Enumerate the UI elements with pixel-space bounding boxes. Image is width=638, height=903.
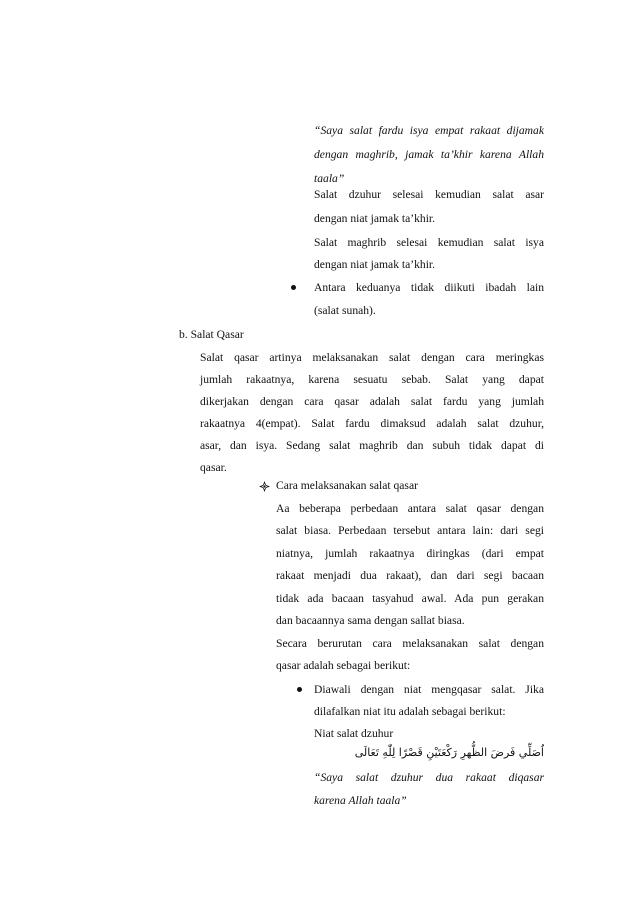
- differences-para-line: Aa beberapa perbedaan antara salat qasar dengan: [276, 502, 544, 515]
- differences-para-line: salat biasa. Perbedaan tersebut antara lain: dari segi: [276, 524, 544, 537]
- qasar-para-line: Salat qasar artinya melaksanakan salat dengan cara meringkas: [200, 351, 544, 364]
- qasar-para-line: asar, dan isya. Sedang salat maghrib dan subuh tidak dapat di: [200, 439, 544, 452]
- jamak-note-line: dengan niat jamak ta’khir.: [314, 258, 436, 271]
- jamak-bullet-line: (salat sunah).: [314, 304, 376, 317]
- jamak-note-line: Salat dzuhur selesai kemudian salat asar: [314, 188, 544, 201]
- niat-bullet-line: dilafalkan niat itu adalah sebagai berikut:: [314, 705, 506, 718]
- niat-translation-line: karena Allah taala”: [314, 794, 407, 807]
- qasar-para-line: dikerjakan dengan cara qasar adalah salat fardu yang jumlah: [200, 395, 544, 408]
- section-heading: b. Salat Qasar: [179, 328, 244, 341]
- jamak-quote-line: taala”: [314, 172, 345, 185]
- qasar-para-line: qasar.: [200, 461, 227, 474]
- jamak-bullet-line: Antara keduanya tidak diikuti ibadah lain: [314, 281, 544, 294]
- niat-label: Niat salat dzuhur: [314, 727, 394, 740]
- niat-bullet-line: Diawali dengan niat mengqasar salat. Jika: [314, 683, 544, 696]
- jamak-note-line: Salat maghrib selesai kemudian salat isya: [314, 236, 544, 249]
- differences-para-line: dan bacaannya sama dengan sallat biasa.: [276, 614, 465, 627]
- steps-intro-line: Secara berurutan cara melaksanakan salat dengan: [276, 637, 544, 650]
- differences-para-line: niatnya, jumlah rakaatnya diringkas (dari empat: [276, 547, 544, 560]
- diamond-bullet-icon: [259, 481, 270, 492]
- niat-translation-line: “Saya salat dzuhur dua rakaat diqasar: [314, 771, 544, 784]
- steps-intro-line: qasar adalah sebagai berikut:: [276, 659, 411, 672]
- jamak-note-line: dengan niat jamak ta’khir.: [314, 212, 436, 225]
- jamak-quote-line: “Saya salat fardu isya empat rakaat dijamak: [314, 124, 544, 137]
- differences-para-line: tidak ada bacaan tasyahud awal. Ada pun gerakan: [276, 592, 544, 605]
- bullet-dot-icon: [291, 285, 296, 290]
- subsection-heading: Cara melaksanakan salat qasar: [276, 479, 418, 492]
- bullet-dot-icon: [297, 687, 302, 692]
- qasar-para-line: jumlah rakaatnya, karena sesuatu sebab. Salat yang dapat: [200, 373, 544, 386]
- differences-para-line: rakaat menjadi dua rakaat), dan dari segi bacaan: [276, 569, 544, 582]
- qasar-para-line: rakaatnya 4(empat). Salat fardu dimaksud adalah salat dzuhur,: [200, 417, 544, 430]
- arabic-niat-text: اُصَلِّي فَرضَ الظُّهرِ رَكْعَتَيْنِ قَصْرًا لِلّٰهِ تَعَالَى: [354, 746, 544, 759]
- jamak-quote-line: dengan maghrib, jamak ta’khir karena Allah: [314, 148, 544, 161]
